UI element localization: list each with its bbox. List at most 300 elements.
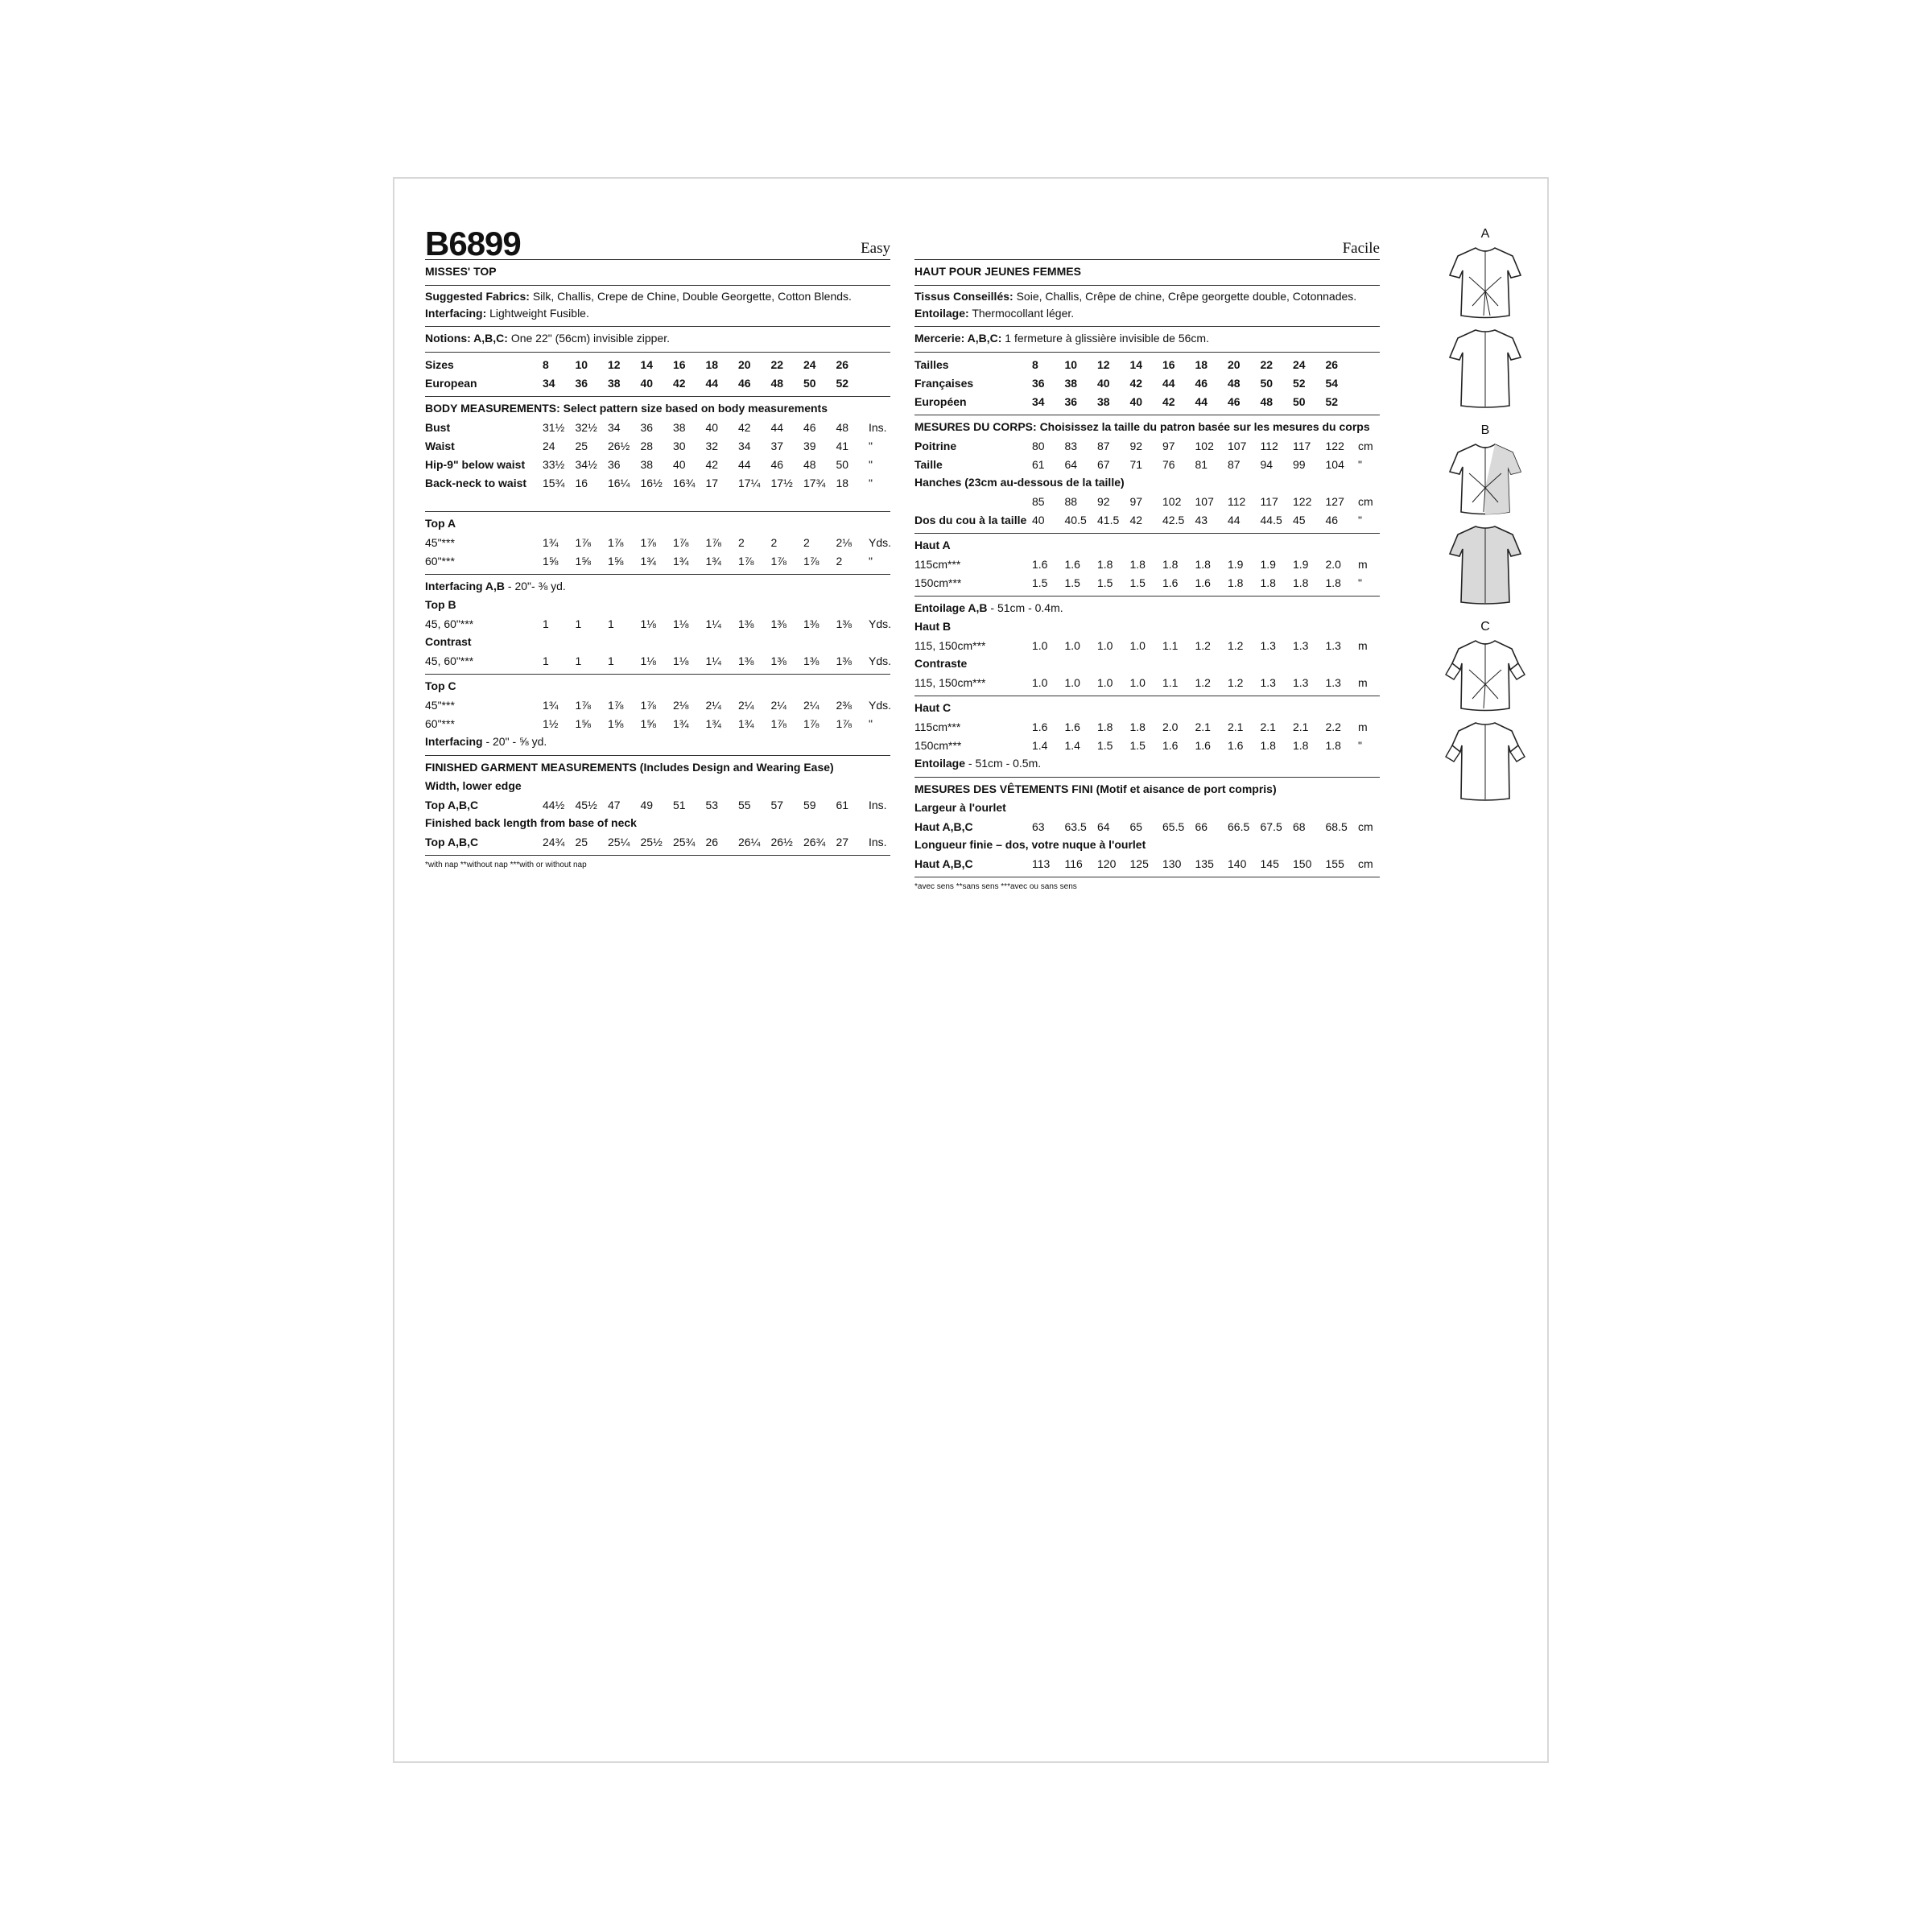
size-value: 53: [705, 798, 719, 811]
size-value: 117: [1260, 494, 1278, 508]
size-value: 2: [803, 535, 810, 549]
size-value: 1.9: [1260, 557, 1276, 571]
size-value: 40: [640, 376, 654, 390]
row-label: Haut A,B,C: [914, 819, 973, 833]
row-label: European: [425, 376, 477, 390]
size-value: 47: [608, 798, 621, 811]
table-row: [914, 817, 1380, 836]
size-value: 1: [575, 654, 582, 667]
size-value: 24: [803, 357, 816, 371]
size-value: 1¾: [738, 716, 754, 730]
size-value: 38: [1097, 394, 1110, 408]
size-value: 40: [705, 420, 719, 434]
table-row: [425, 436, 890, 455]
size-value: 1.8: [1260, 738, 1276, 752]
notions-text: Notions: A,B,C: One 22" (56cm) invisible zipper.: [425, 332, 670, 345]
size-value: 22: [770, 357, 784, 371]
sizes-table: [914, 355, 1380, 411]
finished-measurements-section: [914, 778, 1380, 877]
top-b-table: [425, 614, 890, 633]
size-value: 30: [673, 439, 686, 452]
size-value: 32½: [575, 420, 597, 434]
size-value: 40: [673, 457, 686, 471]
size-value: 52: [836, 376, 849, 390]
size-value: 1.6: [1195, 576, 1211, 589]
size-value: 1⅞: [608, 698, 624, 712]
width-row: [914, 817, 1380, 836]
description-section: [914, 260, 1380, 286]
size-value: 38: [640, 457, 654, 471]
size-value: 1.3: [1325, 675, 1341, 689]
size-value: 26½: [770, 835, 793, 848]
size-value: 16: [575, 476, 588, 489]
size-value: 2.1: [1293, 720, 1309, 733]
row-label: 115, 150cm***: [914, 675, 986, 689]
english-column: [425, 224, 890, 872]
size-value: 97: [1162, 439, 1175, 452]
body-measurements-heading: MESURES DU CORPS: Choisissez la taille du patron basée sur les mesures du corps: [914, 420, 1370, 433]
size-value: 59: [803, 798, 816, 811]
size-value: 42: [673, 376, 686, 390]
size-value: 87: [1097, 439, 1110, 452]
size-value: 2¼: [803, 698, 819, 712]
size-value: 17¼: [738, 476, 761, 489]
size-value: 1.5: [1064, 576, 1080, 589]
title-bar: [914, 224, 1380, 260]
size-value: 1⅞: [575, 698, 591, 712]
size-value: 12: [1097, 357, 1110, 371]
size-value: 42.5: [1162, 513, 1185, 526]
size-value: 20: [1228, 357, 1241, 371]
pattern-number: B6899: [425, 225, 521, 262]
haut-a-table: [914, 555, 1380, 592]
row-label: Taille: [914, 457, 943, 471]
table-row: [914, 636, 1380, 654]
size-value: 40: [1097, 376, 1110, 390]
size-value: 80: [1032, 439, 1045, 452]
size-value: 57: [770, 798, 784, 811]
size-value: 1⅜: [738, 617, 754, 630]
unit-label: Yds.: [869, 617, 892, 630]
size-value: 1.8: [1129, 720, 1146, 733]
row-label: Top A,B,C: [425, 835, 479, 848]
size-value: 15¾: [543, 476, 565, 489]
interfacing-c: Interfacing - 20" - ⅝ yd.: [425, 735, 547, 748]
size-value: 16½: [640, 476, 663, 489]
unit-label: Yds.: [869, 698, 892, 712]
size-value: 67.5: [1260, 819, 1282, 833]
finished-heading: MESURES DES VÊTEMENTS FINI (Motif et aisance de port compris): [914, 782, 1277, 795]
interfacing-ab: Entoilage A,B - 51cm - 0.4m.: [914, 601, 1063, 614]
size-value: 26: [705, 835, 719, 848]
size-value: 2.1: [1260, 720, 1276, 733]
view-b-label: B: [1480, 423, 1490, 437]
size-value: 46: [1228, 394, 1241, 408]
size-value: 36: [1064, 394, 1078, 408]
size-value: 52: [1325, 394, 1339, 408]
unit-label: ": [1358, 457, 1362, 471]
table-row: [914, 510, 1380, 529]
size-value: 1¼: [705, 654, 721, 667]
size-value: 92: [1097, 494, 1110, 508]
size-value: 39: [803, 439, 816, 452]
size-value: 1.2: [1228, 638, 1244, 652]
description-section: [425, 260, 890, 286]
table-row: [914, 374, 1380, 392]
size-value: 1.0: [1097, 675, 1113, 689]
unit-label: m: [1358, 720, 1368, 733]
size-value: 2.0: [1325, 557, 1341, 571]
size-value: 14: [640, 357, 654, 371]
size-value: 50: [836, 457, 849, 471]
size-value: 36: [640, 420, 654, 434]
size-value: 64: [1097, 819, 1110, 833]
size-value: 34: [738, 439, 751, 452]
size-value: 2⅜: [836, 698, 852, 712]
technical-drawings: [1437, 227, 1534, 808]
view-c-label: C: [1480, 620, 1490, 634]
size-value: 1½: [543, 716, 559, 730]
size-value: 112: [1260, 439, 1278, 452]
contrast-heading: Contrast: [425, 635, 472, 648]
size-value: 140: [1228, 857, 1247, 870]
size-value: 44: [770, 420, 784, 434]
size-value: 1.8: [1228, 576, 1244, 589]
top-a-heading: Top A: [425, 517, 456, 530]
table-row: [425, 651, 890, 670]
size-value: 63.5: [1064, 819, 1087, 833]
size-value: 45: [1293, 513, 1306, 526]
size-value: 48: [803, 457, 816, 471]
size-value: 1¾: [673, 716, 689, 730]
size-value: 94: [1260, 457, 1274, 471]
size-value: 1.5: [1032, 576, 1048, 589]
fabrics-text: Tissus Conseillés: Soie, Challis, Crêpe de chine, Crêpe georgette double, Cotonnades. Entoilage: Thermocollant léger.: [914, 290, 1357, 320]
size-value: 2.1: [1228, 720, 1244, 733]
notions-text: Mercerie: A,B,C: 1 fermeture à glissière invisible de 56cm.: [914, 332, 1209, 345]
size-value: 2¼: [770, 698, 786, 712]
size-value: 1.5: [1097, 738, 1113, 752]
size-value: 2.2: [1325, 720, 1341, 733]
title-bar: [425, 224, 890, 260]
size-value: 40: [1032, 513, 1045, 526]
size-value: 1⅝: [608, 554, 624, 568]
length-row: [914, 854, 1380, 873]
view-b-back-drawing: [1445, 518, 1525, 612]
size-value: 25½: [640, 835, 663, 848]
unit-label: ": [1358, 576, 1362, 589]
size-value: 1⅞: [705, 535, 721, 549]
row-label: Haut A,B,C: [914, 857, 973, 870]
unit-label: Yds.: [869, 535, 892, 549]
size-value: 1⅜: [803, 617, 819, 630]
size-value: 2: [836, 554, 843, 568]
size-value: 1.0: [1097, 638, 1113, 652]
row-label: 45"***: [425, 535, 455, 549]
length-row: [425, 832, 890, 851]
size-value: 81: [1195, 457, 1208, 471]
size-value: 44.5: [1260, 513, 1282, 526]
size-value: 44: [705, 376, 719, 390]
size-value: 1.9: [1293, 557, 1309, 571]
size-value: 1⅜: [836, 654, 852, 667]
size-value: 1.5: [1097, 576, 1113, 589]
size-value: 24: [1293, 357, 1306, 371]
size-value: 50: [1293, 394, 1306, 408]
row-label: 60"***: [425, 716, 455, 730]
body-measurements-table-2: [914, 492, 1380, 529]
size-value: 46: [1195, 376, 1208, 390]
row-label: 45, 60"***: [425, 654, 474, 667]
table-row: [914, 392, 1380, 411]
size-value: 1.6: [1032, 720, 1048, 733]
size-value: 10: [1064, 357, 1078, 371]
size-value: 1.8: [1195, 557, 1211, 571]
table-row: [914, 492, 1380, 510]
size-value: 44½: [543, 798, 565, 811]
size-value: 1.6: [1228, 738, 1244, 752]
size-value: 1⅜: [803, 654, 819, 667]
notions-section: [914, 327, 1380, 353]
contrast-table: [914, 673, 1380, 691]
unit-label: cm: [1358, 439, 1373, 452]
table-row: [914, 736, 1380, 754]
size-value: 112: [1228, 494, 1246, 508]
row-label: Top A,B,C: [425, 798, 479, 811]
top-c-heading: Top C: [425, 679, 456, 692]
size-value: 2¼: [705, 698, 721, 712]
unit-label: Ins.: [869, 798, 887, 811]
size-value: 1.4: [1032, 738, 1048, 752]
size-value: 42: [705, 457, 719, 471]
body-measurements-section: [914, 415, 1380, 534]
size-value: 1.8: [1325, 576, 1341, 589]
size-value: 88: [1064, 494, 1078, 508]
table-row: [425, 355, 890, 374]
row-label: 115cm***: [914, 557, 961, 571]
size-value: 97: [1129, 494, 1143, 508]
size-value: 1.0: [1064, 675, 1080, 689]
size-value: 150: [1293, 857, 1312, 870]
table-row: [914, 854, 1380, 873]
size-value: 1.2: [1228, 675, 1244, 689]
row-label: 115, 150cm***: [914, 638, 986, 652]
size-value: 1⅞: [803, 554, 819, 568]
size-value: 1⅞: [575, 535, 591, 549]
size-value: 1.6: [1032, 557, 1048, 571]
size-value: 1.1: [1162, 638, 1179, 652]
unit-label: ": [869, 457, 873, 471]
size-value: 107: [1195, 494, 1214, 508]
row-label: Poitrine: [914, 439, 957, 452]
size-value: 36: [1032, 376, 1045, 390]
interfacing-c: Entoilage - 51cm - 0.5m.: [914, 757, 1042, 770]
size-value: 1⅞: [770, 716, 786, 730]
size-value: 87: [1228, 457, 1241, 471]
size-value: 71: [1129, 457, 1143, 471]
footnote: *avec sens **sans sens ***avec ou sans sens: [914, 882, 1077, 891]
size-value: 14: [1129, 357, 1143, 371]
size-value: 1.3: [1325, 638, 1341, 652]
size-value: 1.3: [1293, 675, 1309, 689]
size-value: 44: [1162, 376, 1175, 390]
fabrics-text: Suggested Fabrics: Silk, Challis, Crepe de Chine, Double Georgette, Cotton Blends. Interfacing: Lightweight Fusible.: [425, 290, 852, 320]
unit-label: m: [1358, 557, 1368, 571]
size-value: 25¼: [608, 835, 630, 848]
size-value: 102: [1162, 494, 1182, 508]
size-value: 1¾: [543, 535, 559, 549]
size-value: 1.8: [1260, 576, 1276, 589]
row-label: 60"***: [425, 554, 455, 568]
size-value: 1⅝: [575, 554, 591, 568]
width-heading: Largeur à l'ourlet: [914, 801, 1006, 814]
size-value: 51: [673, 798, 686, 811]
size-value: 26¼: [738, 835, 761, 848]
size-value: 43: [1195, 513, 1208, 526]
footnote: *with nap **without nap ***with or without nap: [425, 861, 587, 869]
size-value: 38: [673, 420, 686, 434]
size-value: 1.0: [1129, 638, 1146, 652]
size-value: 1.8: [1097, 557, 1113, 571]
top-a-yardage-section: [425, 512, 890, 575]
size-value: 48: [1260, 394, 1274, 408]
size-value: 117: [1293, 439, 1311, 452]
size-value: 25: [575, 439, 588, 452]
size-value: 16: [673, 357, 686, 371]
row-label: Back-neck to waist: [425, 476, 527, 489]
size-value: 1: [608, 617, 614, 630]
size-value: 1: [575, 617, 582, 630]
table-row: [425, 418, 890, 436]
haut-b-table: [914, 636, 1380, 654]
size-value: 36: [608, 457, 621, 471]
size-value: 42: [1129, 513, 1143, 526]
size-value: 1¼: [705, 617, 721, 630]
size-value: 46: [803, 420, 816, 434]
pattern-envelope-back: [393, 177, 1549, 1763]
top-c-table: [425, 696, 890, 733]
size-value: 1⅞: [836, 716, 852, 730]
size-value: 45½: [575, 798, 597, 811]
size-value: 64: [1064, 457, 1078, 471]
unit-label: m: [1358, 675, 1368, 689]
size-value: 12: [608, 357, 621, 371]
size-value: 1.8: [1293, 738, 1309, 752]
size-value: 1⅞: [640, 535, 656, 549]
contrast-table: [425, 651, 890, 670]
unit-label: cm: [1358, 857, 1373, 870]
size-value: 1¾: [673, 554, 689, 568]
size-value: 1⅜: [770, 617, 786, 630]
size-value: 26: [1325, 357, 1339, 371]
size-value: 54: [1325, 376, 1339, 390]
size-value: 2⅛: [673, 698, 689, 712]
table-row: [425, 832, 890, 851]
unit-label: ": [1358, 513, 1362, 526]
unit-label: Yds.: [869, 654, 892, 667]
size-value: 2: [738, 535, 745, 549]
size-value: 44: [1228, 513, 1241, 526]
unit-label: Ins.: [869, 835, 887, 848]
size-value: 1.3: [1293, 638, 1309, 652]
size-value: 1.8: [1325, 738, 1341, 752]
size-value: 10: [575, 357, 588, 371]
row-label: Waist: [425, 439, 455, 452]
body-measurements-section: [425, 397, 890, 512]
size-value: 122: [1293, 494, 1312, 508]
unit-label: ": [1358, 738, 1362, 752]
size-value: 2¼: [738, 698, 754, 712]
sizes-section: [914, 353, 1380, 415]
view-c-front-drawing: [1441, 634, 1530, 715]
haut-b-yardage-section: [914, 597, 1380, 696]
table-row: [425, 551, 890, 570]
size-value: 18: [836, 476, 849, 489]
size-value: 2.0: [1162, 720, 1179, 733]
row-label: Dos du cou à la taille: [914, 513, 1027, 526]
size-value: 1.9: [1228, 557, 1244, 571]
finished-heading: FINISHED GARMENT MEASUREMENTS (Includes Design and Wearing Ease): [425, 761, 834, 774]
size-value: 1.8: [1293, 576, 1309, 589]
size-value: 130: [1162, 857, 1182, 870]
size-value: 28: [640, 439, 654, 452]
finished-measurements-section: [425, 756, 890, 856]
size-value: 1⅛: [640, 617, 656, 630]
size-value: 127: [1325, 494, 1344, 508]
top-b-heading: Top B: [425, 598, 456, 611]
size-value: 24¾: [543, 835, 565, 848]
length-heading: Finished back length from base of neck: [425, 816, 637, 829]
table-row: [914, 555, 1380, 573]
size-value: 34: [543, 376, 555, 390]
difficulty-label: Easy: [861, 240, 890, 257]
size-value: 1⅜: [738, 654, 754, 667]
unit-label: m: [1358, 638, 1368, 652]
size-value: 65: [1129, 819, 1143, 833]
size-value: 1⅞: [770, 554, 786, 568]
size-value: 16: [1162, 357, 1175, 371]
top-a-table: [425, 533, 890, 570]
size-value: 17: [705, 476, 719, 489]
size-value: 1⅞: [803, 716, 819, 730]
haut-c-table: [914, 717, 1380, 754]
size-value: 2⅛: [836, 535, 852, 549]
size-value: 1.0: [1032, 638, 1048, 652]
size-value: 92: [1129, 439, 1143, 452]
size-value: 25¾: [673, 835, 696, 848]
size-value: 34½: [575, 457, 597, 471]
size-value: 22: [1260, 357, 1274, 371]
size-value: 42: [738, 420, 751, 434]
size-value: 27: [836, 835, 849, 848]
size-value: 1.2: [1195, 675, 1211, 689]
size-value: 1⅝: [640, 716, 656, 730]
size-value: 40.5: [1064, 513, 1087, 526]
size-value: 1.0: [1032, 675, 1048, 689]
unit-label: ": [869, 554, 873, 568]
size-value: 1: [608, 654, 614, 667]
size-value: 17½: [770, 476, 793, 489]
size-value: 33½: [543, 457, 565, 471]
size-value: 38: [608, 376, 621, 390]
size-value: 48: [836, 420, 849, 434]
size-value: 31½: [543, 420, 565, 434]
size-value: 1⅜: [836, 617, 852, 630]
size-value: 122: [1325, 439, 1344, 452]
sizes-table: [425, 355, 890, 392]
size-value: 1.6: [1162, 738, 1179, 752]
size-value: 24: [543, 439, 555, 452]
